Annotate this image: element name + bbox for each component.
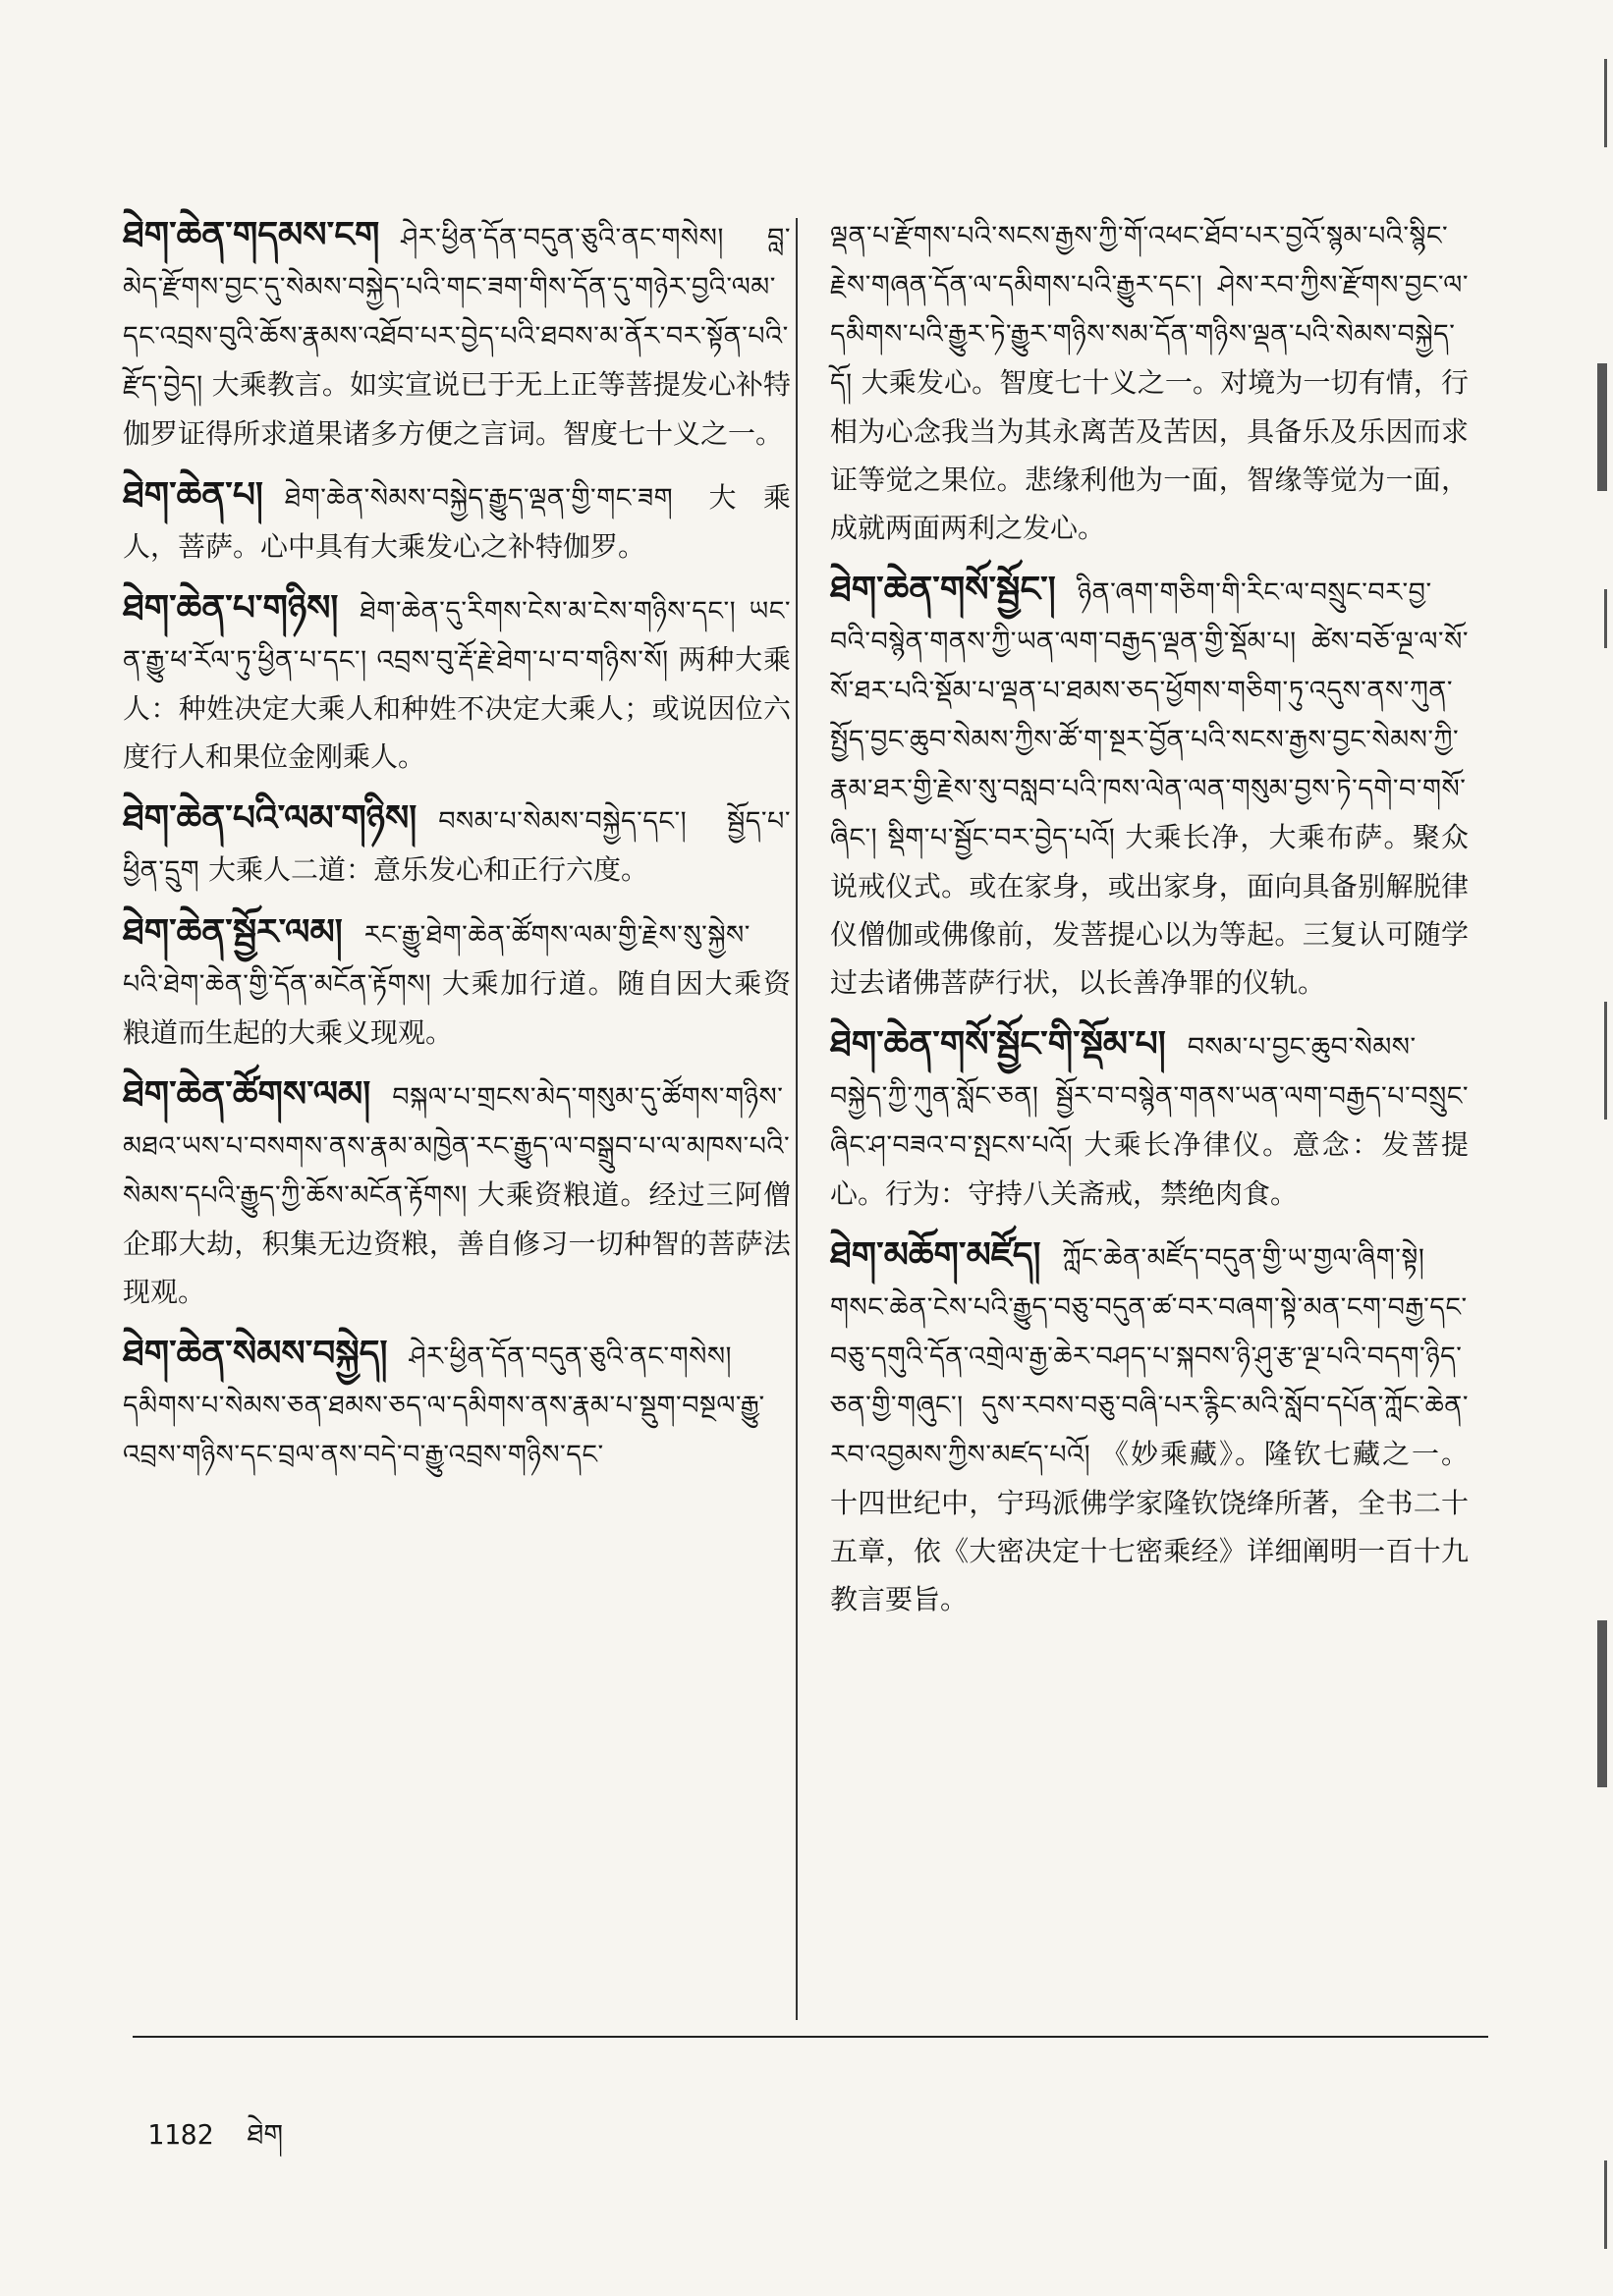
entry-chinese-definition: 大乘教言。如实宣说已于无上正等菩提发心补特伽罗证得所求道果诸多方便之言词。智度七十义之一。 xyxy=(123,368,791,450)
entry-headword: ཐེག་ཆེན་པའི་ལམ་གཉིས། xyxy=(123,797,417,839)
entry-headword: ཐེག་ཆེན་གསོ་སྦྱོང་། xyxy=(830,569,1056,610)
page-number: 1182 xyxy=(147,2118,214,2151)
entry-tibetan-definition: ཤེར་ཕྱིན་དོན་བདུན་ཅུའི་ནང་གསེས། བླ་མེད་རྫོགས་བྱང་དུ་སེམས་བསྐྱེད་པའི་གང་ཟག་གིས་དོན་དུ་གཉེར་བྱའི་ལམ་དང་འབྲས་བུའི་ཆོས་རྣམས་འཐོབ་པར་བྱེད་པའི་ཐབས་མ་ནོར་བར་སྟོན་པའི་རྫོད་བྱེད། xyxy=(123,223,791,401)
dictionary-entry xyxy=(830,1231,1469,1623)
entry-headword: ཐེག་ཆེན་གསོ་སྦྱོང་གི་སྡོམ་པ། xyxy=(830,1023,1166,1065)
dictionary-entry xyxy=(123,794,791,895)
entry-headword: ཐེག་ཆེན་སྦྱོར་ལམ། xyxy=(123,911,343,953)
entry-tibetan-definition: བསམ་པ་སེམས་བསྐྱེད་དང་། སྦྱོད་པ་ཕྱིན་དྲུག xyxy=(123,806,791,886)
dictionary-entry xyxy=(123,908,791,1057)
entry-tibetan-definition: ཤེར་ཕྱིན་དོན་བདུན་ཅུའི་ནང་གསེས། དམིགས་པ་སེམས་ཅན་ཐམས་ཅད་ལ་དམིགས་ནས་རྣམ་པ་སྡུག་བསྔལ་རྒྱུ་འབྲས་གཉིས་དང་བྲལ་ནས་བདེ་བ་རྒྱུ་འབྲས་གཉིས་དང་ xyxy=(123,1341,765,1470)
entry-tibetan-definition: ལྡན་པ་རྫོགས་པའི་སངས་རྒྱས་ཀྱི་གོ་འཕང་ཐོབ་པར་བྱའོ་སྙམ་པའི་སྙིང་རྗེས་གཞན་དོན་ལ་དམིགས་པའི་རྒྱུར་དང་། ཤེས་རབ་ཀྱིས་རྫོགས་བྱང་ལ་དམིགས་པའི་རྒྱུར་ཏེ་རྒྱུར་གཉིས་སམ་དོན་གཉིས་ལྡན་པའི་སེམས་བསྐྱེད་དོ། xyxy=(830,221,1469,399)
entry-tibetan-definition: ཐེག་ཆེན་སེམས་བསྐྱེད་རྒྱུད་ལྡན་གྱི་གང་ཟག xyxy=(284,483,674,514)
left-column xyxy=(123,211,791,1493)
entry-tibetan-definition: བསྐལ་པ་གྲངས་མེད་གསུམ་དུ་ཚོགས་གཉིས་མཐའ་ཡས་པ་བསགས་ནས་རྣམ་མཁྱེན་རང་རྒྱུད་ལ་བསྒྲུབ་པ་ལ་མཁས་པའི་སེམས་དཔའི་རྒྱུད་ཀྱི་ཆོས་མངོན་རྟོགས། xyxy=(123,1082,791,1211)
entry-tibetan-definition: ཀློང་ཆེན་མཛོད་བདུན་གྱི་ཡ་གྱལ་ཞིག་སྟེ། གསང་ཆེན་ངེས་པའི་རྒྱུད་བཅུ་བདུན་ཚ་བར་བཞག་སྟེ་མན་ངག་བརྒྱ་དང་བཅུ་དགུའི་དོན་འགྲེལ་རྒྱ་ཆེར་བཤད་པ་སྐབས་ཉི་ཤུ་རྩ་ལྔ་པའི་བདག་ཉིད་ཅན་གྱི་གཞུང་། དུས་རབས་བཅུ་བཞི་པར་རྙིང་མའི་སློབ་དཔོན་ཀློང་ཆེན་རབ་འབྱམས་ཀྱིས་མཛད་པའོ། xyxy=(830,1243,1469,1470)
dictionary-entry xyxy=(123,584,791,781)
entry-chinese-definition: 大乘人二道：意乐发心和正行六度。 xyxy=(208,853,649,886)
entry-chinese-definition: 大乘资粮道。经过三阿僧企耶大劫，积集无边资粮，善自修习一切种智的菩萨法现观。 xyxy=(123,1178,791,1308)
entry-chinese-definition: 大乘发心。智度七十义之一。对境为一切有情，行相为心念我当为其永离苦及苦因，具备乐及乐因而求证等觉之果位。悲缘利他为一面，智缘等觉为一面，成就两面两利之发心。 xyxy=(830,366,1469,544)
entry-headword: ཐེག་ཆེན་པ། xyxy=(123,474,263,516)
entry-chinese-definition: 大乘长净律仪。意念：发菩提心。行为：守持八关斋戒，禁绝肉食。 xyxy=(830,1128,1469,1210)
entry-chinese-definition: 《妙乘藏》。隆钦七藏之一。十四世纪中，宁玛派佛学家隆钦饶绛所著，全书二十五章，依《大密决定十七密乘经》详细阐明一百十九教言要旨。 xyxy=(830,1438,1469,1615)
entry-tibetan-definition: རང་རྒྱུ་ཐེག་ཆེན་ཚོགས་ལམ་གྱི་རྗེས་སུ་སྐྱེས་པའི་ཐེག་ཆེན་གྱི་དོན་མངོན་རྟོགས། xyxy=(123,920,751,1000)
running-head: ཐེག xyxy=(247,2118,284,2151)
dictionary-entry xyxy=(123,1070,791,1316)
entry-headword: ཐེག་ཆེན་སེམས་བསྐྱེད། xyxy=(123,1333,388,1374)
entry-chinese-definition: 大乘加行道。随自因大乘资粮道而生起的大乘义现观。 xyxy=(123,967,791,1049)
dictionary-entry xyxy=(123,211,791,458)
dictionary-entry xyxy=(830,1020,1469,1218)
page-footer xyxy=(147,2104,283,2181)
dictionary-entry-continued xyxy=(830,211,1469,552)
entry-headword: ཐེག་མཆོག་མཛོད། xyxy=(830,1234,1041,1276)
entry-headword: ཐེག་ཆེན་པ་གཉིས། xyxy=(123,587,339,629)
column-divider xyxy=(796,218,798,2020)
scan-edge-marks xyxy=(1568,0,1607,2296)
footer-rule xyxy=(133,2036,1488,2038)
entry-chinese-definition: 大乘人，菩萨。心中具有大乘发心之补特伽罗。 xyxy=(123,481,791,563)
entry-headword: ཐེག་ཆེན་ཚོགས་ལམ། xyxy=(123,1073,371,1115)
entry-chinese-definition: 两种大乘人：种姓决定大乘人和种姓不决定大乘人；或说因位六度行人和果位金刚乘人。 xyxy=(123,643,791,773)
dictionary-entry xyxy=(123,1330,791,1479)
entry-tibetan-definition: བསམ་པ་བྱང་ཆུབ་སེམས་བསྐྱེད་ཀྱི་ཀུན་སློང་ཅན། སྦྱོར་བ་བསྙེན་གནས་ཡན་ལག་བརྒྱད་པ་བསྲུང་ཞིང་ཤ་བཟའ་བ་སྤངས་པའོ། xyxy=(830,1032,1469,1161)
right-column xyxy=(830,211,1469,1637)
dictionary-entry xyxy=(830,566,1469,1007)
entry-chinese-definition: 大乘长净，大乘布萨。聚众说戒仪式。或在家身，或出家身，面向具备别解脱律仪僧伽或佛像前，发菩提心以为等起。三复认可随学过去诸佛菩萨行状，以长善净罪的仪轨。 xyxy=(830,821,1469,999)
entry-headword: ཐེག་ཆེན་གདམས་ངག xyxy=(123,214,380,255)
entry-tibetan-definition: ཐེག་ཆེན་དུ་རིགས་ངེས་མ་ངེས་གཉིས་དང་། ཡང་ན་རྒྱུ་ཕ་རོལ་ཏུ་ཕྱིན་པ་དང་། འབྲས་བུ་རྡོ་རྗེ་ཐེག་པ་བ་གཉིས་སོ། xyxy=(123,596,791,676)
entry-tibetan-definition: ཉིན་ཞག་གཅིག་གི་རིང་ལ་བསྲུང་བར་བྱ་བའི་བསྙེན་གནས་ཀྱི་ཡན་ལག་བརྒྱད་ལྡན་གྱི་སྡོམ་པ། ཚེས་བཅོ་ལྔ་ལ་སོ་སོ་ཐར་པའི་སྡོམ་པ་ལྡན་པ་ཐམས་ཅད་ཕྱོགས་གཅིག་ཏུ་འདུས་ནས་ཀུན་སྤྱོད་བྱང་ཆུབ་སེམས་ཀྱིས་ཚོ་ག་སྔར་བྱོན་པའི་སངས་རྒྱས་བྱང་སེམས་ཀྱི་རྣམ་ཐར་གྱི་རྗེས་སུ་བསླབ་པའི་ཁས་ལེན་ལན་གསུམ་བྱས་ཏེ་དགེ་བ་གསོ་ཞིང་། སྡིག་པ་སྦྱོང་བར་བྱེད་པའོ། xyxy=(830,577,1469,853)
dictionary-entry xyxy=(123,471,791,571)
